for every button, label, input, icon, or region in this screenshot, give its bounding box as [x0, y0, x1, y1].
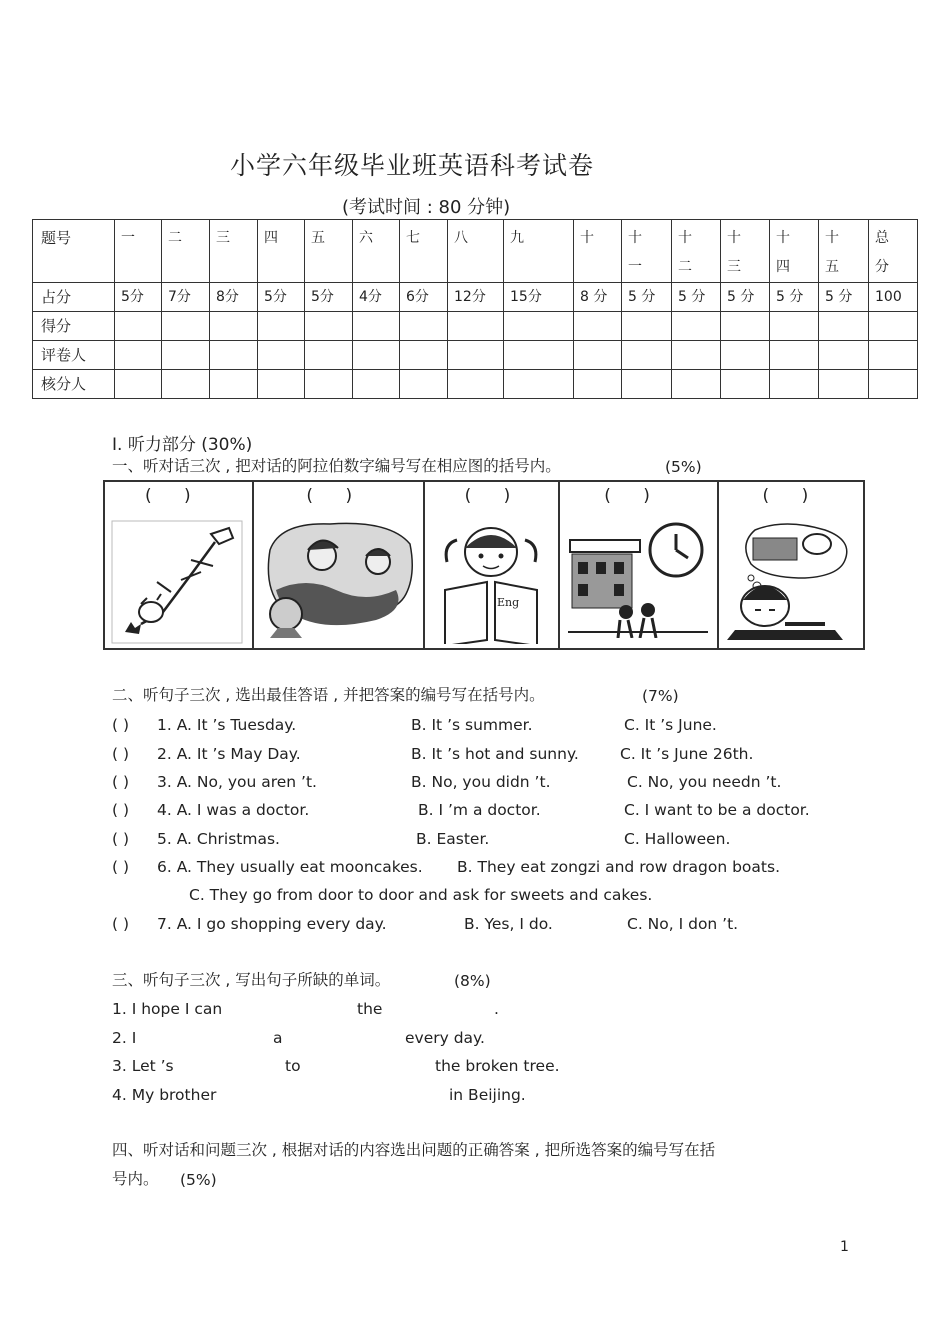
- option-c: C. They go from door to door and ask for sweets and cakes.: [189, 886, 653, 904]
- score-cell[interactable]: [504, 312, 574, 341]
- option-b: B. I ’m a doctor.: [418, 801, 541, 819]
- points-cell: 7分: [162, 283, 210, 312]
- score-cell[interactable]: [672, 312, 721, 341]
- grader-cell[interactable]: [210, 341, 258, 370]
- option-a: 6. A. They usually eat mooncakes.: [157, 858, 423, 876]
- option-b: B. They eat zongzi and row dragon boats.: [457, 858, 780, 876]
- option-c: C. I want to be a doctor.: [624, 801, 810, 819]
- table-row: [33, 220, 918, 283]
- col-header-9: 九: [504, 220, 574, 283]
- part1-heading: I. 听力部分 (30%): [112, 435, 253, 455]
- grader-cell[interactable]: [504, 341, 574, 370]
- table-row: [33, 283, 918, 312]
- points-cell: 5 分: [672, 283, 721, 312]
- answer-paren[interactable]: ( ): [112, 858, 130, 876]
- answer-paren[interactable]: ( ): [604, 486, 650, 506]
- s1-points: (5%): [665, 458, 702, 476]
- col-header-15: 十 五: [819, 220, 869, 283]
- s3-instruction: 三、听句子三次 , 写出句子所缺的单词。: [112, 971, 391, 989]
- option-c: C. No, I don ’t.: [627, 915, 739, 933]
- col-header-14: 十 四: [770, 220, 819, 283]
- sentence-start: 1. I hope I can: [112, 1000, 223, 1018]
- score-cell[interactable]: [400, 312, 448, 341]
- points-cell: 15分: [504, 283, 574, 312]
- score-cell[interactable]: [448, 312, 504, 341]
- checker-cell[interactable]: [622, 370, 672, 399]
- score-cell[interactable]: [622, 312, 672, 341]
- sentence-end: every day.: [405, 1029, 485, 1047]
- checker-cell[interactable]: [400, 370, 448, 399]
- page-number: 1: [840, 1239, 849, 1255]
- school-clock-icon: [566, 520, 708, 638]
- points-cell: 5 分: [721, 283, 770, 312]
- answer-paren[interactable]: ( ): [464, 486, 511, 506]
- option-a: 4. A. I was a doctor.: [157, 801, 310, 819]
- table-row: [33, 370, 918, 399]
- col-header-12: 十 二: [672, 220, 721, 283]
- score-cell[interactable]: [258, 312, 305, 341]
- option-a: 5. A. Christmas.: [157, 830, 280, 848]
- picture-2: [254, 482, 424, 648]
- girl-reading-icon: [431, 520, 551, 644]
- grader-cell[interactable]: [115, 341, 162, 370]
- checker-cell[interactable]: [162, 370, 210, 399]
- score-table: [32, 219, 918, 399]
- option-a: 7. A. I go shopping every day.: [157, 915, 387, 933]
- picture-strip: [103, 480, 865, 650]
- header-label: 题号: [33, 220, 115, 283]
- points-cell: 8 分: [574, 283, 622, 312]
- answer-paren[interactable]: ( ): [112, 745, 130, 763]
- sentence-middle: to: [285, 1057, 301, 1075]
- col-header-8: 八: [448, 220, 504, 283]
- score-cell[interactable]: [305, 312, 353, 341]
- col-header-13: 十 三: [721, 220, 770, 283]
- option-c: C. No, you needn ’t.: [627, 773, 782, 791]
- grader-cell[interactable]: [162, 341, 210, 370]
- option-a: 1. A. It ’s Tuesday.: [157, 716, 297, 734]
- score-cell[interactable]: [574, 312, 622, 341]
- score-cell[interactable]: [869, 312, 918, 341]
- col-header-10: 十: [574, 220, 622, 283]
- sentence-end: the broken tree.: [435, 1057, 560, 1075]
- sentence-start: 2. I: [112, 1029, 137, 1047]
- col-header-6: 六: [353, 220, 400, 283]
- answer-paren[interactable]: ( ): [306, 486, 353, 506]
- score-cell[interactable]: [353, 312, 400, 341]
- option-b: B. It ’s summer.: [411, 716, 533, 734]
- s1-instruction: 一、听对话三次 , 把对话的阿拉伯数字编号写在相应图的括号内。: [112, 457, 561, 475]
- option-c: C. Halloween.: [624, 830, 731, 848]
- score-cell[interactable]: [770, 312, 819, 341]
- score-cell[interactable]: [721, 312, 770, 341]
- points-cell: 5 分: [622, 283, 672, 312]
- page-title: 小学六年级毕业班英语科考试卷: [230, 151, 595, 180]
- points-cell: 12分: [448, 283, 504, 312]
- points-cell: 5 分: [819, 283, 869, 312]
- checker-cell[interactable]: [258, 370, 305, 399]
- sentence-middle: a: [273, 1029, 283, 1047]
- grader-cell[interactable]: [819, 341, 869, 370]
- row-label-checker: 核分人: [33, 370, 115, 399]
- checker-cell[interactable]: [819, 370, 869, 399]
- option-c: C. It ’s June.: [624, 716, 717, 734]
- points-cell: 100: [869, 283, 918, 312]
- sentence-middle: the: [357, 1000, 383, 1018]
- option-b: B. It ’s hot and sunny.: [411, 745, 579, 763]
- col-header-total: 总 分: [869, 220, 918, 283]
- dreaming-boy-icon: [725, 520, 857, 644]
- checker-cell[interactable]: [353, 370, 400, 399]
- sentence-start: 4. My brother: [112, 1086, 217, 1104]
- col-header-4: 四: [258, 220, 305, 283]
- s4-points: (5%): [180, 1171, 217, 1189]
- checker-cell[interactable]: [721, 370, 770, 399]
- grader-cell[interactable]: [770, 341, 819, 370]
- option-a: 2. A. It ’s May Day.: [157, 745, 301, 763]
- grader-cell[interactable]: [258, 341, 305, 370]
- score-cell[interactable]: [819, 312, 869, 341]
- points-cell: 5分: [305, 283, 353, 312]
- checker-cell[interactable]: [305, 370, 353, 399]
- sentence-end: .: [494, 1000, 499, 1018]
- points-label: 占分: [33, 283, 115, 312]
- table-row: [33, 312, 918, 341]
- answer-paren[interactable]: ( ): [112, 801, 130, 819]
- grader-cell[interactable]: [672, 341, 721, 370]
- sentence-start: 3. Let ’s: [112, 1057, 174, 1075]
- grader-cell[interactable]: [869, 341, 918, 370]
- score-cell[interactable]: [115, 312, 162, 341]
- s4-instruction-cont: 号内。: [112, 1170, 159, 1188]
- row-label-grader: 评卷人: [33, 341, 115, 370]
- table-row: [33, 341, 918, 370]
- grader-cell[interactable]: [622, 341, 672, 370]
- points-cell: 5分: [258, 283, 305, 312]
- points-cell: 5 分: [770, 283, 819, 312]
- picture-1: [105, 482, 254, 648]
- checker-cell[interactable]: [574, 370, 622, 399]
- points-cell: 6分: [400, 283, 448, 312]
- col-header-7: 七: [400, 220, 448, 283]
- col-header-2: 二: [162, 220, 210, 283]
- picture-3: [425, 482, 561, 648]
- s2-instruction: 二、听句子三次 , 选出最佳答语 , 并把答案的编号写在括号内。: [112, 686, 545, 704]
- row-label-score: 得分: [33, 312, 115, 341]
- checker-cell[interactable]: [672, 370, 721, 399]
- answer-paren[interactable]: ( ): [112, 773, 130, 791]
- checker-cell[interactable]: [448, 370, 504, 399]
- checker-cell[interactable]: [770, 370, 819, 399]
- exam-duration: (考试时间 : 80 分钟): [342, 197, 511, 218]
- s2-points: (7%): [642, 687, 679, 705]
- sentence-end: in Beijing.: [449, 1086, 526, 1104]
- grader-cell[interactable]: [353, 341, 400, 370]
- option-a: 3. A. No, you aren ’t.: [157, 773, 317, 791]
- option-c: C. It ’s June 26th.: [620, 745, 754, 763]
- checker-cell[interactable]: [504, 370, 574, 399]
- s4-instruction: 四、听对话和问题三次 , 根据对话的内容选出问题的正确答案 , 把所选答案的编号写在括: [112, 1141, 716, 1159]
- answer-paren[interactable]: ( ): [145, 486, 191, 506]
- col-header-11: 十 一: [622, 220, 672, 283]
- answer-paren[interactable]: ( ): [112, 915, 130, 933]
- s3-points: (8%): [454, 972, 491, 990]
- checker-cell[interactable]: [869, 370, 918, 399]
- picture-5: [719, 482, 863, 648]
- answer-paren[interactable]: ( ): [112, 716, 130, 734]
- swimming-family-icon: [260, 520, 414, 638]
- score-cell[interactable]: [210, 312, 258, 341]
- col-header-3: 三: [210, 220, 258, 283]
- grader-cell[interactable]: [574, 341, 622, 370]
- grader-cell[interactable]: [400, 341, 448, 370]
- checker-cell[interactable]: [210, 370, 258, 399]
- checker-cell[interactable]: [115, 370, 162, 399]
- falling-boy-icon: [111, 520, 243, 644]
- svg-text:Eng: Eng: [496, 596, 519, 609]
- col-header-5: 五: [305, 220, 353, 283]
- answer-paren[interactable]: ( ): [112, 830, 130, 848]
- option-b: B. Yes, I do.: [464, 915, 553, 933]
- col-header-1: 一: [115, 220, 162, 283]
- option-b: B. No, you didn ’t.: [411, 773, 551, 791]
- points-cell: 4分: [353, 283, 400, 312]
- grader-cell[interactable]: [721, 341, 770, 370]
- score-cell[interactable]: [162, 312, 210, 341]
- answer-paren[interactable]: ( ): [762, 486, 809, 506]
- picture-4: [560, 482, 718, 648]
- option-b: B. Easter.: [416, 830, 490, 848]
- points-cell: 5分: [115, 283, 162, 312]
- grader-cell[interactable]: [305, 341, 353, 370]
- grader-cell[interactable]: [448, 341, 504, 370]
- points-cell: 8分: [210, 283, 258, 312]
